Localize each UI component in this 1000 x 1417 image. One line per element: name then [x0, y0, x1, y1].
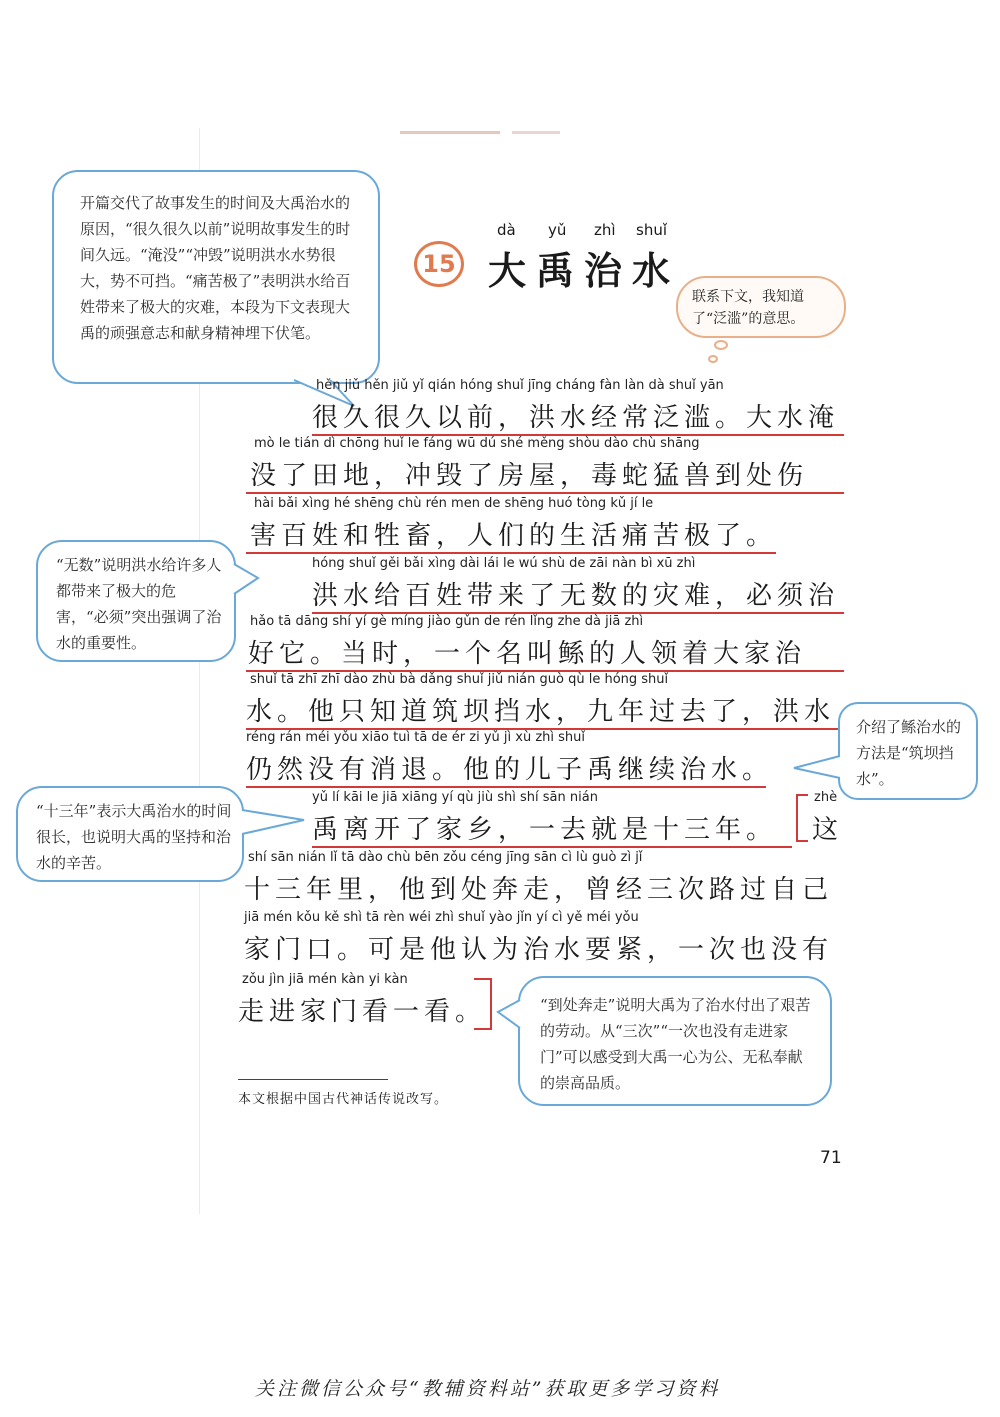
pinyin-row: yǔ lí kāi le jiā xiāng yí qù jiù shì shí sān nián: [312, 790, 598, 805]
note-bubble-gun: [838, 702, 978, 800]
note-bubble-intro: [52, 170, 380, 384]
note-text: “到处奔走”说明大禹为了治水付出了艰苦的劳动。从“三次”“一次也没有走进家门”可以感受到大禹一心为公、无私奉献的崇高品质。: [540, 996, 811, 1092]
note-text: “无数”说明洪水给许多人都带来了极大的危害，“必须”突出强调了治水的重要性。: [56, 556, 222, 652]
note-text: 介绍了鲧治水的方法是“筑坝挡水”。: [856, 718, 962, 788]
hanzi-row: 这: [812, 815, 844, 845]
hanzi-row: 水。他只知道筑坝挡水，九年过去了，洪水: [246, 697, 836, 727]
pinyin-row: hěn jiǔ hěn jiǔ yǐ qián hóng shuǐ jīng cháng fàn làn dà shuǐ yān: [316, 378, 724, 393]
pinyin-row: zhè: [814, 790, 838, 805]
text-line: [810, 790, 846, 848]
footer-watermark-text: 关注微信公众号“教辅资料站”获取更多学习资料: [255, 1378, 721, 1400]
red-bracket: [796, 794, 808, 842]
pinyin-row: hài bǎi xìng hé shēng chù rén men de shēng huó tòng kǔ jí le: [254, 496, 654, 511]
page-number: 71: [820, 1148, 842, 1168]
text-line: [246, 730, 774, 788]
hanzi-row: 禹离开了家乡，一去就是十三年。: [312, 815, 778, 845]
hanzi-row: 家门口。可是他认为治水要紧，一次也没有: [244, 935, 834, 965]
hanzi-row: 走进家门看一看。: [238, 997, 487, 1027]
note-bubble-wushu: [36, 540, 236, 662]
bubble-tail: [242, 808, 312, 838]
text-line: [246, 672, 844, 730]
underline: [246, 492, 844, 494]
bubble-tail: [234, 562, 264, 602]
thought-dot: [708, 355, 718, 363]
red-bracket: [474, 978, 492, 1030]
note-text: “十三年”表示大禹治水的时间很长，也说明大禹的坚持和治水的辛苦。: [36, 802, 232, 872]
note-text: 开篇交代了故事发生的时间及大禹治水的原因，“很久很久以前”说明故事发生的时间久远。“淹没”“冲毁”说明洪水水势很大，势不可挡。“痛苦极了”表明洪水给百姓带来了极大的灾难，本段为下文表现大禹的顽强意志和献身精神埋下伏笔。: [80, 194, 351, 342]
title-pinyin: zhì: [594, 221, 616, 239]
underline: [246, 786, 766, 788]
pinyin-row: shí sān nián lǐ tā dào chù bēn zǒu céng jīng sān cì lù guò zì jǐ: [248, 850, 643, 865]
note-bubble-13years: [16, 786, 244, 882]
note-bubble-benzou: [518, 976, 832, 1106]
text-line: [244, 910, 844, 968]
text-line: [246, 614, 844, 672]
lesson-title: 大禹治水: [488, 248, 681, 293]
thought-dot: [714, 340, 728, 350]
title-pinyin: dà: [497, 221, 516, 239]
text-line: [312, 790, 792, 848]
title-pinyin: shuǐ: [636, 221, 667, 239]
pinyin-row: mò le tián dì chōng huǐ le fáng wū dú shé měng shòu dào chù shāng: [254, 436, 700, 451]
text-line: [312, 556, 844, 614]
pinyin-row: zǒu jìn jiā mén kàn yi kàn: [242, 972, 408, 987]
hanzi-row: 洪水给百姓带来了无数的灾难，必须治: [312, 581, 840, 611]
pinyin-row: jiā mén kǒu kě shì tā rèn wéi zhì shuǐ yào jǐn yí cì yě méi yǒu: [244, 910, 639, 925]
text-line: [246, 436, 844, 494]
source-rule: [238, 1079, 388, 1080]
text-line: [244, 850, 844, 908]
text-line: [238, 972, 488, 1030]
top-decor-rule: [512, 131, 560, 134]
underline: [246, 552, 776, 554]
pinyin-row: shuǐ tā zhī zhī dào zhù bà dǎng shuǐ jiǔ nián guò qù le hóng shuǐ: [250, 672, 669, 687]
top-decor-rule: [400, 131, 500, 134]
pinyin-row: hóng shuǐ gěi bǎi xìng dài lái le wú shù de zāi nàn bì xū zhì: [312, 556, 696, 571]
bubble-tail: [792, 754, 842, 784]
hanzi-row: 好它。当时，一个名叫鲧的人领着大家治: [248, 639, 807, 669]
text-line: [312, 378, 844, 436]
bubble-tail: [496, 998, 522, 1032]
lesson-number-badge: 15: [414, 241, 464, 287]
hanzi-row: 仍然没有消退。他的儿子禹继续治水。: [246, 755, 774, 785]
thought-bubble: [676, 276, 846, 338]
text-line: [246, 496, 776, 554]
hanzi-row: 害百姓和牲畜，人们的生活痛苦极了。: [250, 521, 778, 551]
hanzi-row: 十三年里，他到处奔走，曾经三次路过自己: [244, 875, 834, 905]
thought-text: 联系下文，我知道了“泛滥”的意思。: [692, 289, 805, 327]
pinyin-row: hǎo tā dāng shí yí gè míng jiào gǔn de rén lǐng zhe dà jiā zhì: [250, 614, 644, 629]
source-note: 本文根据中国古代神话传说改写。: [238, 1092, 449, 1107]
pinyin-row: réng rán méi yǒu xiāo tuì tā de ér zi yǔ jì xù zhì shuǐ: [246, 730, 586, 745]
title-pinyin: yǔ: [548, 221, 567, 239]
hanzi-row: 很久很久以前，洪水经常泛滥。大水淹: [312, 403, 840, 433]
underline: [312, 846, 792, 848]
hanzi-row: 没了田地，冲毁了房屋，毒蛇猛兽到处伤: [250, 461, 809, 491]
